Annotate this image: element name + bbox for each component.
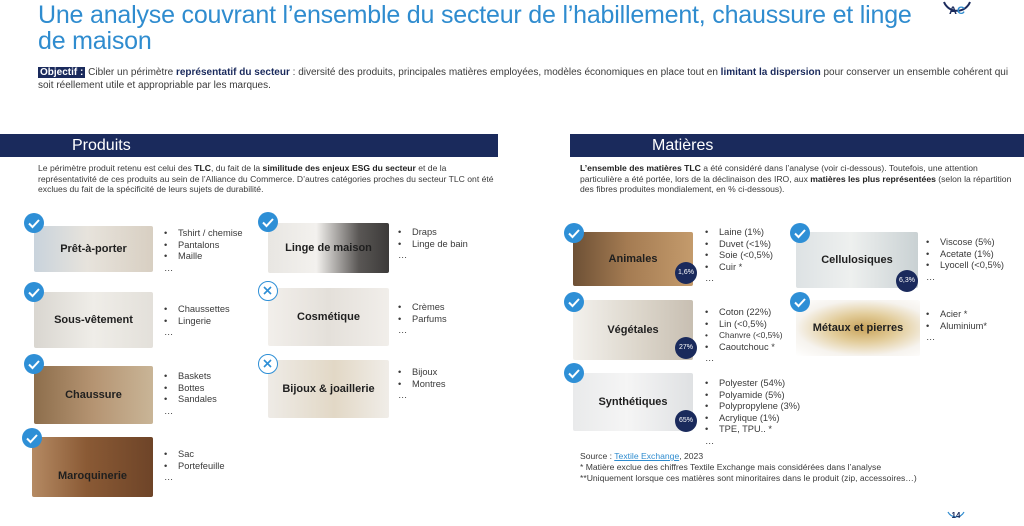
- material-item-list: [705, 227, 795, 285]
- category-label: Animales: [608, 253, 658, 265]
- list-item: • Sac: [164, 449, 264, 461]
- category-label: Bijoux & joaillerie: [282, 383, 375, 395]
- category-label: Linge de maison: [285, 242, 372, 254]
- check-icon: [564, 363, 584, 383]
- matieres-description: [580, 163, 1012, 195]
- list-more: …: [705, 353, 715, 364]
- list-item: • Pantalons: [164, 240, 264, 252]
- check-icon: [24, 213, 44, 233]
- list-more: …: [705, 273, 715, 284]
- category-card-bijoux-joaillerie: [268, 360, 389, 418]
- list-item: • Aluminium*: [926, 321, 1021, 333]
- list-more: …: [398, 390, 408, 401]
- svg-text:A: A: [949, 5, 957, 17]
- list-item: • Sandales: [164, 394, 264, 406]
- page-number-text: 14: [951, 511, 961, 520]
- desc-bold: matières les plus représentées: [810, 173, 936, 184]
- list-more: …: [164, 327, 174, 338]
- objective-highlight: représentatif du secteur: [175, 67, 290, 78]
- category-label: Métaux et pierres: [812, 322, 904, 334]
- category-item-list: [164, 228, 264, 274]
- list-more: …: [164, 405, 174, 416]
- list-item: • Portefeuille: [164, 461, 264, 473]
- list-item: • Duvet (<1%): [705, 239, 795, 251]
- share-badge: 65%: [675, 410, 697, 432]
- list-item: • Chanvre (<0,5%): [705, 330, 805, 342]
- source-prefix: Source :: [580, 451, 615, 461]
- category-item-list: [398, 367, 498, 402]
- share-badge: 27%: [675, 337, 697, 359]
- check-icon: [790, 223, 810, 243]
- svg-text:C: C: [957, 5, 965, 17]
- list-more: …: [398, 250, 408, 261]
- category-label: Chaussure: [65, 389, 122, 401]
- category-label: Maroquinerie: [57, 470, 128, 482]
- list-item: • Draps: [398, 227, 498, 239]
- category-card-pret-a-porter: [34, 226, 153, 272]
- list-item: • Soie (<0,5%): [705, 250, 795, 262]
- objective-text: [38, 67, 1013, 92]
- category-item-list: [398, 302, 498, 337]
- list-more: …: [164, 262, 174, 273]
- list-item: • Laine (1%): [705, 227, 795, 239]
- material-item-list: [926, 237, 1021, 283]
- desc-bold: similitude des enjeux ESG du secteur: [262, 163, 416, 173]
- list-item: • Caoutchouc *: [705, 342, 805, 354]
- category-label: Végétales: [607, 324, 659, 336]
- list-more: …: [164, 472, 174, 483]
- list-item: • Polypropylene (3%): [705, 401, 815, 413]
- objective-text-part: : diversité des produits, principales matières employées, modèles économiques en place tout en: [289, 67, 721, 78]
- list-item: • Parfums: [398, 314, 498, 326]
- source-line: [580, 451, 1010, 462]
- category-card-linge-de-maison: [268, 223, 389, 273]
- category-label: Prêt-à-porter: [60, 243, 127, 255]
- list-item: • Acrylique (1%): [705, 413, 815, 425]
- list-more: …: [926, 332, 936, 343]
- list-item: • Polyamide (5%): [705, 390, 815, 402]
- objective-text-part: Cibler un périmètre: [85, 67, 176, 78]
- page-title: Une analyse couvrant l’ensemble du secteur de l’habillement, chaussure et linge de maison: [38, 1, 912, 55]
- category-card-cosmetique: [268, 288, 389, 346]
- category-label: Cosmétique: [297, 311, 360, 323]
- desc-part: a été considéré dans l’analyse (voir ci-dessous). Toutefois, une attention particulière a été portée, lors de la déclinaison des IRO, aux: [580, 163, 978, 184]
- footnote: * Matière exclue des chiffres Textile Exchange mais considérées dans l’analyse: [580, 461, 882, 472]
- material-item-list: [705, 307, 805, 365]
- category-card-sous-vetement: [34, 292, 153, 348]
- check-icon: [258, 212, 278, 232]
- category-label: Sous-vêtement: [54, 314, 133, 326]
- list-item: • TPE, TPU.. *: [705, 424, 815, 436]
- source-suffix: , 2023: [679, 451, 704, 461]
- desc-part: et de la représentativité de ces produits au sein de l’Alliance du Commerce. D’autres catégories proches du secteur TLC ont été exclues du fait de la spécificité de leurs sujets de durabilité.: [38, 163, 494, 195]
- list-item: • Viscose (5%): [926, 237, 1021, 249]
- list-item: • Acetate (1%): [926, 249, 1021, 261]
- material-card-metaux-pierres: [796, 300, 920, 356]
- desc-part: , du fait de la: [210, 163, 263, 173]
- objective-label: Objectif :: [40, 67, 84, 78]
- material-item-list: [705, 378, 815, 448]
- share-badge: 1,6%: [675, 262, 697, 284]
- list-item: • Coton (22%): [705, 307, 805, 319]
- desc-bold: TLC: [194, 163, 211, 173]
- list-item: • Linge de bain: [398, 239, 498, 251]
- check-icon: [564, 292, 584, 312]
- list-more: …: [705, 435, 715, 446]
- list-item: • Acier *: [926, 309, 1021, 321]
- list-item: • Montres: [398, 379, 498, 391]
- list-item: • Maille: [164, 251, 264, 263]
- category-item-list: [164, 304, 264, 339]
- desc-bold: L’ensemble des matières TLC: [580, 163, 701, 173]
- category-item-list: [398, 227, 498, 262]
- page-number: [945, 507, 967, 525]
- category-label: Cellulosiques: [821, 254, 893, 266]
- check-icon: [790, 292, 810, 312]
- category-card-chaussure: [34, 366, 153, 424]
- list-item: • Lin (<0,5%): [705, 319, 805, 331]
- list-item: • Chaussettes: [164, 304, 264, 316]
- list-more: …: [926, 271, 936, 282]
- objective-text-part: pour conserver un ensemble cohérent qui soit réellement utile et appropriable par les marques.: [38, 67, 1009, 91]
- check-icon: [24, 354, 44, 374]
- excluded-icon: [258, 281, 278, 301]
- list-item: • Bijoux: [398, 367, 498, 379]
- check-icon: [22, 428, 42, 448]
- matieres-header: Matières: [570, 134, 1024, 157]
- category-item-list: [164, 371, 264, 417]
- share-badge: 6,3%: [896, 270, 918, 292]
- list-item: • Tshirt / chemise: [164, 228, 264, 240]
- footnote: **Uniquement lorsque ces matières sont minoritaires dans le produit (zip, accessoires…): [580, 472, 917, 483]
- list-item: • Polyester (54%): [705, 378, 815, 390]
- list-item: • Cuir *: [705, 262, 795, 274]
- category-card-maroquinerie: [32, 437, 153, 497]
- list-item: • Lyocell (<0,5%): [926, 260, 1021, 272]
- material-item-list: [926, 309, 1021, 344]
- check-icon: [564, 223, 584, 243]
- desc-part: Le périmètre produit retenu est celui des: [38, 163, 195, 173]
- source-link[interactable]: Textile Exchange: [614, 451, 680, 461]
- list-item: • Crèmes: [398, 302, 498, 314]
- objective-highlight: limitant la dispersion: [720, 67, 821, 78]
- desc-part: (selon la répartition des fibres produites mondialement, en % ci-dessous).: [580, 173, 1012, 195]
- category-label: Synthétiques: [598, 396, 668, 408]
- excluded-icon: [258, 354, 278, 374]
- source-notes: [580, 451, 1010, 483]
- list-more: …: [398, 325, 408, 336]
- check-icon: [24, 282, 44, 302]
- material-card-animales: [573, 232, 693, 286]
- brand-logo-icon: [940, 0, 974, 22]
- category-item-list: [164, 449, 264, 484]
- produits-header: Produits: [0, 134, 498, 157]
- list-item: • Baskets: [164, 371, 264, 383]
- list-item: • Lingerie: [164, 316, 264, 328]
- list-item: • Bottes: [164, 383, 264, 395]
- produits-description: [38, 163, 498, 195]
